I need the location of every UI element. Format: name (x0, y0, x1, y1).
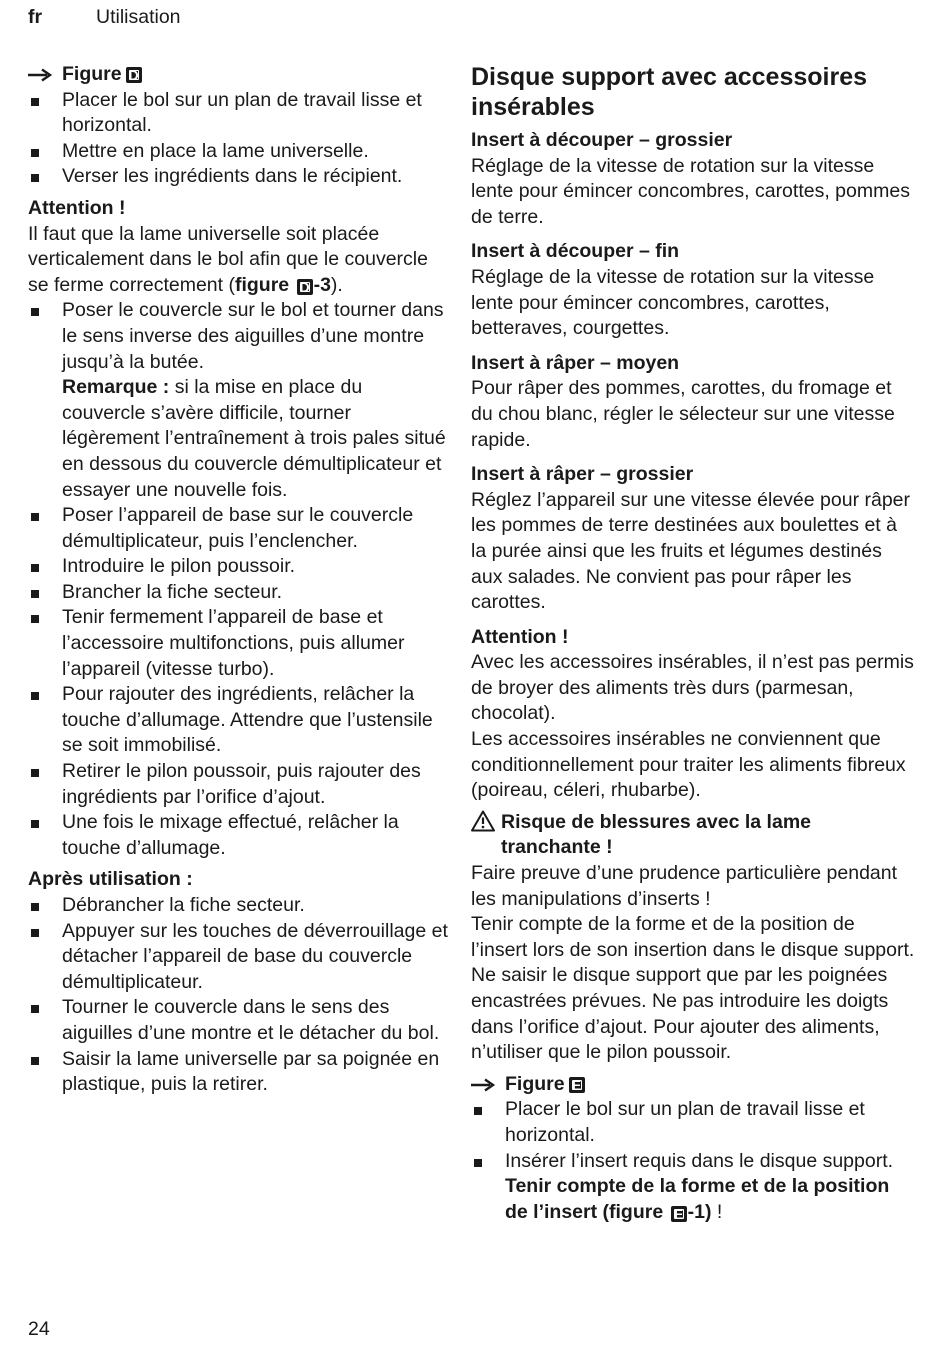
list-item: Tenir fermement l’appareil de base et l’accessoire multifonctions, puis allumer l’appareil (vitesse turbo). (28, 605, 448, 682)
remark-text: si la mise en place du couvercle s’avère difficile, tourner légèrement l’entraînement à trois pales situé en dessous du couvercle démultiplicateur et essayer une nouvelle fois. (62, 376, 446, 501)
insert-title: Insert à découper – grossier (471, 129, 733, 151)
attention-heading: Attention ! (28, 196, 126, 219)
list-item: Pour rajouter des ingrédients, relâcher la touche d’allumage. Attendre que l’ustensile se soit immobilisé. (28, 682, 448, 759)
attention-text: Il faut que la lame universelle soit placée verticalement dans le bol afin que le couvercle se ferme correctement (figure D -3). (28, 222, 428, 296)
figure-label: Figure (62, 63, 122, 85)
figure-label: Figure (505, 1072, 565, 1095)
steps-list-2 (28, 298, 448, 861)
figure-e-steps (471, 1097, 916, 1225)
warning-text: Tenir compte de la forme et de la position de l’insert lors de son insertion dans le disque support. Ne saisir le disque support que par les poignées encastrées prévues. Ne pas introduire les doigts dans l’orifice d’ajout. Pour ajouter des aliments, n’utiliser que le pilon poussoir. (471, 913, 915, 1064)
insert-title: Insert à râper – moyen (471, 351, 680, 374)
page-number: 24 (28, 1318, 50, 1340)
insert-title: Insert à râper – grossier (471, 463, 694, 486)
list-item: Tourner le couvercle dans le sens des aiguilles d’une montre et le détacher du bol. (28, 995, 448, 1046)
warning-text: Faire preuve d’une prudence particulière pendant les manipulations d’inserts ! (471, 862, 898, 910)
warning-heading: Risque de blessures avec la lame tranchante ! (471, 810, 916, 861)
arrow-right-icon (471, 1078, 497, 1092)
warning-icon (471, 810, 501, 861)
figure-d-box: D (126, 67, 142, 83)
insert-title: Insert à découper – fin (471, 240, 680, 263)
figure-d-reference (28, 62, 448, 88)
attention-heading: Attention ! (471, 625, 569, 648)
attention-text: Les accessoires insérables ne conviennent que conditionnellement pour traiter les aliments fibreux (poireau, céleri, rhubarbe). (471, 728, 906, 802)
after-use-list (28, 893, 448, 1098)
insert-text: Réglage de la vitesse de rotation sur la vitesse lente pour émincer concombres, carottes, betteraves, courgettes. (471, 265, 875, 340)
figure-e-box: E (569, 1077, 585, 1093)
section-title: Disque support avec accessoires insérables (471, 63, 868, 121)
attention-text: Avec les accessoires insérables, il n’est pas permis de broyer des aliments très durs (parmesan, chocolat). (471, 651, 914, 725)
list-item: Poser le couvercle sur le bol et tourner dans le sens inverse des aiguilles d’une montre jusqu’à la butée. Remarque : si la mise en place du couvercle s’avère difficile, tourner légèrement l’entraînement à trois pales situé en dessous du couvercle démultiplicateur et essayer une nouvelle fois. (28, 298, 448, 503)
list-item: Introduire le pilon poussoir. (28, 554, 448, 580)
steps-list-1 (28, 88, 448, 190)
list-item: Placer le bol sur un plan de travail lisse et horizontal. (471, 1097, 916, 1148)
page-header (28, 6, 181, 29)
list-item: Débrancher la fiche secteur. (28, 893, 448, 919)
list-item: Brancher la fiche secteur. (28, 580, 448, 606)
figure-e-reference (471, 1072, 916, 1098)
after-use-heading: Après utilisation : (28, 868, 193, 891)
right-column (471, 62, 916, 1225)
list-item: Saisir la lame universelle par sa poignée en plastique, puis la retirer. (28, 1047, 448, 1098)
insert-text: Pour râper des pommes, carottes, du fromage et du chou blanc, régler le sélecteur sur une vitesse rapide. (471, 377, 895, 451)
list-item: Appuyer sur les touches de déverrouillage et détacher l’appareil de base du couvercle démultiplicateur. (28, 919, 448, 996)
list-item: Insérer l’insert requis dans le disque support. Tenir compte de la forme et de la position de l’insert (figure E -1) ! (471, 1149, 916, 1226)
insert-text: Réglage de la vitesse de rotation sur la vitesse lente pour émincer concombres, carottes, pommes de terre. (471, 154, 910, 228)
list-item: Placer le bol sur un plan de travail lisse et horizontal. (28, 88, 448, 139)
left-column (28, 62, 448, 1098)
language-code: fr (28, 6, 43, 28)
list-item: Une fois le mixage effectué, relâcher la touche d’allumage. (28, 810, 448, 861)
arrow-right-icon (28, 68, 54, 82)
list-item: Poser l’appareil de base sur le couvercle démultiplicateur, puis l’enclencher. (28, 503, 448, 554)
figure-d-box-inline: D (297, 279, 313, 295)
list-item: Retirer le pilon poussoir, puis rajouter des ingrédients par l’orifice d’ajout. (28, 759, 448, 810)
figure-e-box-inline: E (671, 1206, 687, 1222)
section-name: Utilisation (96, 6, 181, 28)
list-item: Verser les ingrédients dans le récipient. (28, 164, 448, 190)
remark-label: Remarque : (62, 376, 170, 399)
insert-text: Réglez l’appareil sur une vitesse élevée pour râper les pommes de terre destinées aux boulettes et à la purée ainsi que les fruits et légumes destinés aux salades. Ne convient pas pour râper les carottes. (471, 488, 910, 614)
list-item: Mettre en place la lame universelle. (28, 139, 448, 165)
